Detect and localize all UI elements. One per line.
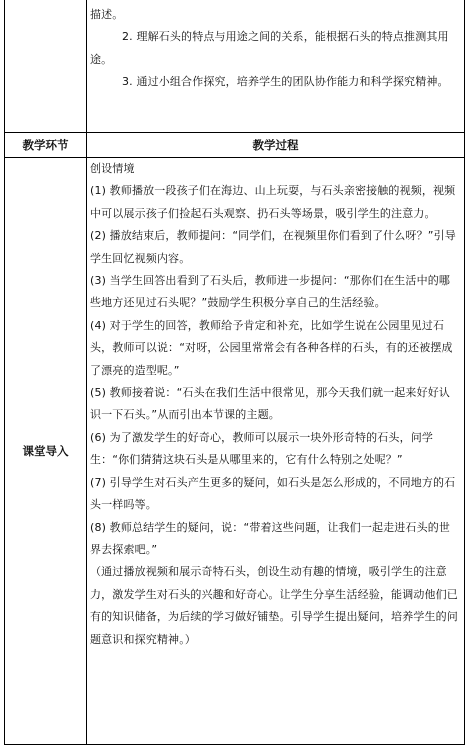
section-label: 课堂导入: [5, 158, 87, 745]
objective-text: 描述。: [90, 8, 124, 21]
section-row: [5, 158, 465, 745]
objective-text: 2. 理解石头的特点与用途之间的关系，能根据石头的特点推测其用途。: [90, 30, 449, 66]
header-teaching-process: 教学过程: [87, 133, 465, 158]
objectives-cell: [87, 0, 465, 133]
process-step: (5) 教师接着说：“石头在我们生活中很常见，那今天我们就一起来好好认识一下石头。”从而引出本节课的主题。: [90, 386, 451, 422]
process-step: (6) 为了激发学生的好奇心，教师可以展示一块外形奇特的石头，问学生：“你们猜猜这块石头是从哪里来的，它有什么特别之处呢？”: [90, 430, 434, 467]
process-step: (4) 对于学生的回答，教师给予肯定和补充，比如学生说在公园里见过石头，教师可以说：“对呀，公园里常常会有各种各样的石头，有的还被摆成了漂亮的造型呢。”: [90, 318, 453, 377]
objectives-label-cell: [5, 0, 87, 133]
process-step: (1) 教师播放一段孩子们在海边、山上玩耍，与石头亲密接触的视频，视频中可以展示孩子们捡起石头观察、扔石头等场景，吸引学生的注意力。: [90, 184, 456, 220]
lesson-plan-page: [4, 0, 464, 746]
design-intent-note: （通过播放视频和展示奇特石头，创设生动有趣的情境，吸引学生的注意力，激发学生对石头的兴趣和好奇心。让学生分享生活经验，能调动他们已有的知识储备，为后续的学习做好铺垫。引导学生提出疑问，培养学生的问题意识和探究精神。）: [90, 565, 458, 646]
objectives-row: [5, 0, 465, 133]
process-step: (8) 教师总结学生的疑问，说：“带着这些问题，让我们一起走进石头的世界去探索吧。”: [90, 520, 451, 556]
process-step: (7) 引导学生对石头产生更多的疑问，如石头是怎么形成的，不同地方的石头一样吗等。: [90, 475, 456, 512]
header-teaching-stage: 教学环节: [5, 133, 87, 158]
section-subtitle: 创设情境: [90, 162, 135, 175]
process-step: (2) 播放结束后，教师提问：“同学们，在视频里你们看到了什么呀？”引导学生回忆视频内容。: [90, 229, 456, 265]
process-step: (3) 当学生回答出看到了石头后，教师进一步提问：“那你们在生活中的哪些地方还见过石头呢？”鼓励学生积极分享自己的生活经验。: [90, 274, 451, 310]
lesson-plan-table: [4, 0, 465, 745]
objective-text: 3. 通过小组合作探究，培养学生的团队协作能力和科学探究精神。: [122, 75, 449, 89]
table-header-row: [5, 133, 465, 158]
section-content: [87, 158, 465, 745]
